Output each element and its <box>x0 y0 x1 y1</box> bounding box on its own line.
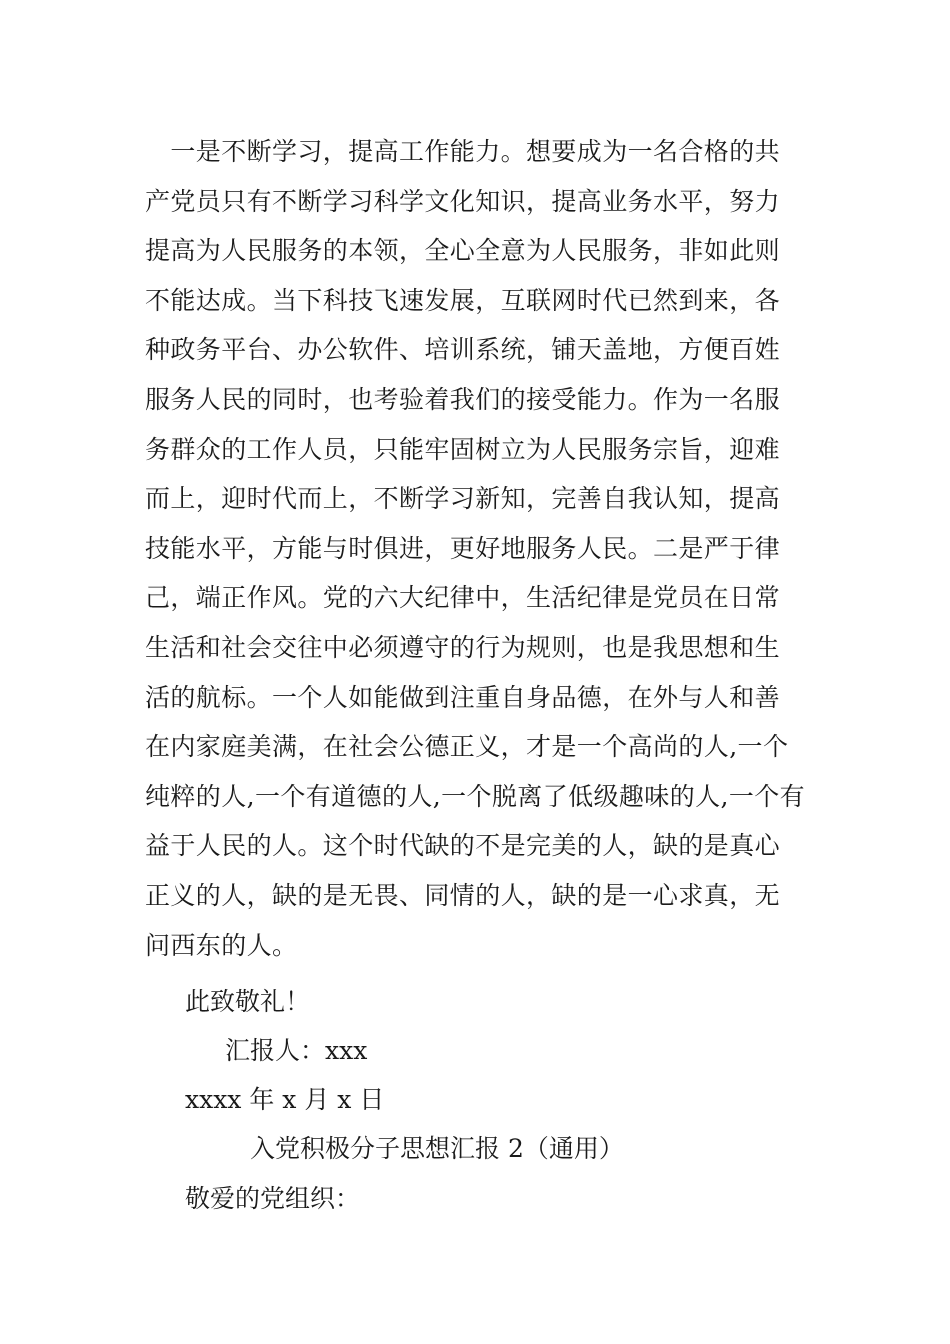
text-line: 活的航标。一个人如能做到注重自身品德，在外与人和善 <box>145 682 781 712</box>
body-paragraph <box>145 127 810 970</box>
text-line: 种政务平台、办公软件、培训系统，铺天盖地，方便百姓 <box>145 335 781 365</box>
text-line: 正义的人，缺的是无畏、同情的人，缺的是一心求真，无 <box>145 880 781 910</box>
text-line: 问西东的人。 <box>145 930 298 960</box>
text-line: 一是不断学习，提高工作能力。想要成为一名合格的共 <box>145 137 781 166</box>
text-line: 务群众的工作人员，只能牢固树立为人民服务宗旨，迎难 <box>145 434 781 464</box>
text-line: 益于人民的人。这个时代缺的不是完美的人，缺的是真心 <box>145 831 781 861</box>
text-line: 生活和社会交往中必须遵守的行为规则，也是我思想和生 <box>145 632 781 662</box>
document-page <box>145 127 810 970</box>
salutation: 此致敬礼！ <box>185 987 311 1016</box>
date-line: xxxx 年 x 月 x 日 <box>185 1085 385 1114</box>
text-line: 技能水平，方能与时俱进，更好地服务人民。二是严于律 <box>145 533 781 563</box>
text-line: 服务人民的同时，也考验着我们的接受能力。作为一名服 <box>145 384 781 414</box>
text-line: 纯粹的人,一个有道德的人,一个脱离了低级趣味的人,一个有 <box>145 781 806 811</box>
text-line: 己，端正作风。党的六大纪律中，生活纪律是党员在日常 <box>145 583 781 613</box>
text-line: 在内家庭美满，在社会公德正义，才是一个高尚的人,一个 <box>145 732 789 762</box>
text-line: 产党员只有不断学习科学文化知识，提高业务水平，努力 <box>145 186 781 216</box>
greeting-line: 敬爱的党组织： <box>185 1184 361 1213</box>
text-line: 而上，迎时代而上，不断学习新知，完善自我认知，提高 <box>145 484 781 514</box>
text-line: 不能达成。当下科技飞速发展，互联网时代已然到来，各 <box>145 285 781 315</box>
text-line: 提高为人民服务的本领，全心全意为人民服务，非如此则 <box>145 236 781 266</box>
reporter-line: 汇报人：xxx <box>225 1036 368 1065</box>
next-report-title: 入党积极分子思想汇报 2（通用） <box>250 1134 624 1163</box>
